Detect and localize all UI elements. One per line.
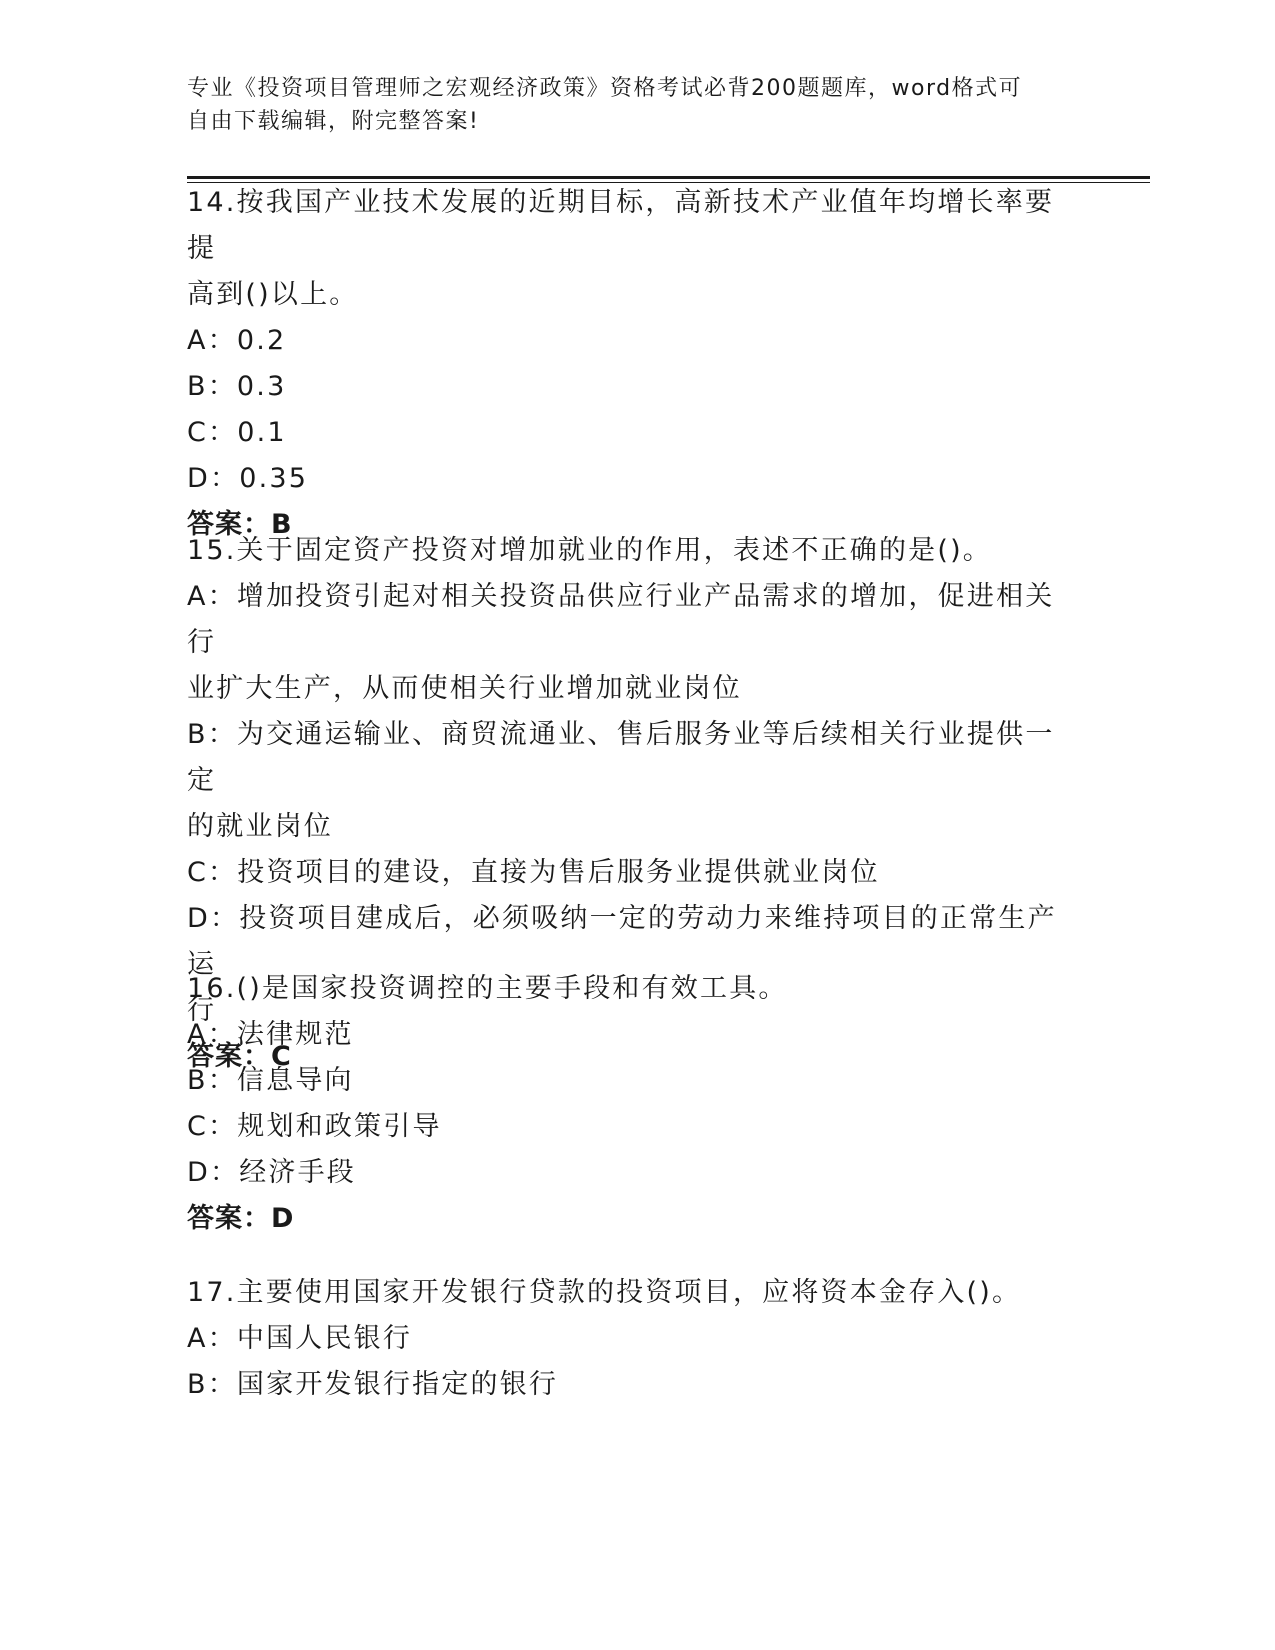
question-stem: 高到()以上。 (187, 279, 359, 310)
option-a: A：增加投资引起对相关投资品供应行业产品需求的增加，促进相关行 (187, 581, 1055, 658)
answer-label: 答案：B (187, 509, 293, 540)
option-d: D：投资项目建成后，必须吸纳一定的劳动力来维持项目的正常生产运 (187, 903, 1057, 980)
header-line-2: 自由下载编辑，附完整答案! (187, 109, 480, 134)
question-block-16 (187, 966, 1067, 1242)
option-b-continued: 的就业岗位 (187, 811, 333, 842)
header-rule-thick (187, 176, 1150, 179)
question-block-17 (187, 1270, 1067, 1408)
option-b: B：为交通运输业、商贸流通业、售后服务业等后续相关行业提供一定 (187, 719, 1055, 796)
question-stem: 14.按我国产业技术发展的近期目标，高新技术产业值年均增长率要提 (187, 187, 1055, 264)
option-d: D：0.35 (187, 463, 309, 494)
question-stem: 17.主要使用国家开发银行贷款的投资项目，应将资本金存入()。 (187, 1277, 1022, 1308)
option-c: C：规划和政策引导 (187, 1111, 442, 1142)
option-b: B：0.3 (187, 371, 287, 402)
option-a-continued: 业扩大生产，从而使相关行业增加就业岗位 (187, 673, 742, 704)
option-a: A：0.2 (187, 325, 287, 356)
option-c: C：投资项目的建设，直接为售后服务业提供就业岗位 (187, 857, 880, 888)
option-a: A：中国人民银行 (187, 1323, 413, 1354)
header-line-1: 专业《投资项目管理师之宏观经济政策》资格考试必背200题题库，word格式可 (187, 76, 1023, 101)
option-c: C：0.1 (187, 417, 287, 448)
option-b: B：国家开发银行指定的银行 (187, 1369, 559, 1400)
answer-label: 答案：C (187, 1041, 292, 1072)
document-header (187, 72, 1067, 138)
question-block-14 (187, 180, 1067, 548)
option-a: A：法律规范 (187, 1019, 354, 1050)
option-d: D：经济手段 (187, 1157, 356, 1188)
question-stem: 15.关于固定资产投资对增加就业的作用，表述不正确的是()。 (187, 535, 993, 566)
option-d-continued: 行 (187, 995, 217, 1026)
answer-label: 答案：D (187, 1203, 295, 1234)
question-stem: 16.()是国家投资调控的主要手段和有效工具。 (187, 973, 788, 1004)
option-b: B：信息导向 (187, 1065, 354, 1096)
